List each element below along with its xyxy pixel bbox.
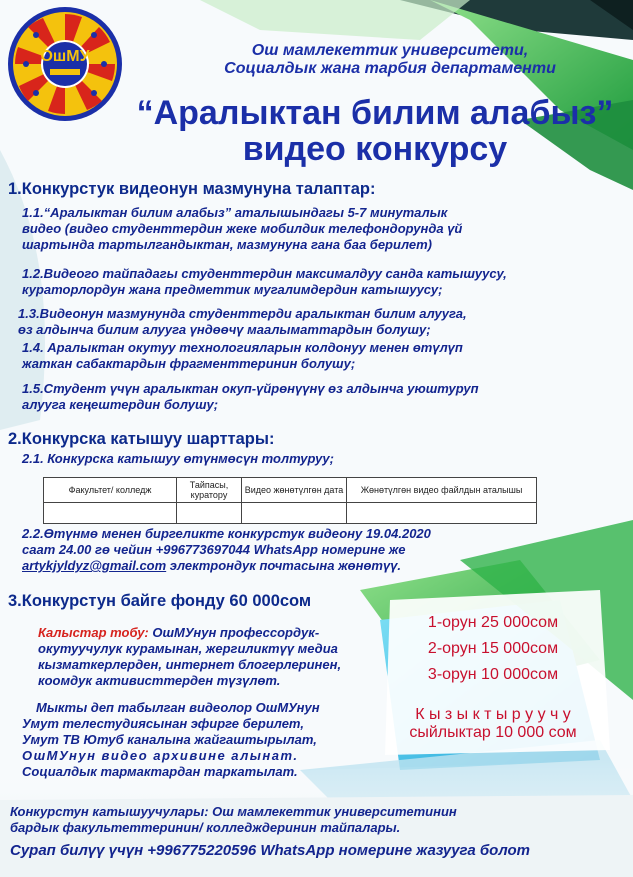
section1-item-3 [18, 306, 618, 338]
item-line: 2.2.Өтүнмө менен биргеликте конкурстук видеону 19.04.2020 [22, 526, 431, 541]
application-form-table [43, 477, 537, 524]
section1-item-4 [22, 340, 622, 372]
encouragement-line-1: К ы з ы к т ы р у у ч у [415, 706, 571, 723]
jury-text: кызматкерлерден, интернет блогерлеринен, [38, 657, 342, 672]
section1-item-5 [22, 381, 622, 413]
table-cell[interactable] [44, 503, 177, 524]
item-line: саат 24.00 гө чейин +996773697044 WhatsApp номерине же [22, 542, 406, 557]
contest-title-line-1: “Аралыктан билим алабыз” [136, 94, 614, 132]
jury-text: окутуучулук курамынан, жергиликтүү медиа [38, 641, 338, 656]
contact-info: Сурап билүү үчүн +996775220596 WhatsApp номерине жазууга болот [10, 842, 530, 859]
encouragement-prizes [388, 706, 598, 742]
jury-block [38, 625, 378, 689]
item-line: өз алдынча билим алууга үндөөчү маалыматтардын болушу; [18, 322, 431, 337]
table-cell[interactable] [347, 503, 537, 524]
item-line: 1.5.Студент үчүн аралыктан окуп-үйрөнүүнү өз алдынча уюштуруп [22, 381, 479, 396]
section2-item-2 [22, 526, 622, 574]
broadcast-line: Умут телестудиясынан эфирге берилет, [22, 716, 304, 731]
item-line: 1.2.Видеого тайпадагы студенттердин максималдуу санда катышуусу, [22, 266, 507, 281]
email-link[interactable]: artykjyldyz@gmail.com [22, 558, 167, 573]
org-line-1: Ош мамлекеттик университети, [251, 42, 529, 59]
jury-text: ОшМУнун профессордук- [148, 625, 320, 640]
participants-line: бардык факультеттеринин/ колледждеринин тайпалары. [10, 820, 401, 835]
item-line [22, 558, 622, 574]
broadcast-line: Мыкты деп табылган видеолор ОшМУнун [36, 700, 320, 715]
item-line: видео (видео студенттердин жеке мобилдик телефондорунда үй [22, 221, 463, 236]
encouragement-line-2: сыйлыктар 10 000 сом [409, 724, 577, 741]
section1-item-1 [22, 205, 622, 253]
table-header-cell: Тайпасы, куратору [177, 478, 242, 503]
prize-list [388, 614, 598, 684]
table-row [44, 503, 537, 524]
table-header-cell: Жөнөтүлгөн видео файлдын аталышы [347, 478, 537, 503]
contest-title-line-2: видео конкурсу [242, 130, 508, 168]
section1-heading: 1.Конкурстук видеонун мазмунуна талаптар: [8, 180, 376, 198]
org-line-2: Социалдык жана тарбия департаменти [224, 60, 556, 77]
item-line: 1.1.“Аралыктан билим алабыз” аталышындагы 5-7 минуталык [22, 205, 448, 220]
table-header-row [44, 478, 537, 503]
item-line: алууга кеңештердин болушу; [22, 397, 219, 412]
broadcast-block [22, 700, 362, 780]
section2-heading: 2.Конкурска катышуу шарттары: [8, 430, 275, 448]
jury-text: коомдук активисттерден түзүлөт. [38, 673, 281, 688]
item-line: жаткан сабактардын фрагменттеринин болушу; [22, 356, 356, 371]
prize-third: 3-орун 10 000сом [427, 666, 559, 683]
table-cell[interactable] [177, 503, 242, 524]
participants-info [10, 804, 550, 836]
item-line: 1.3.Видеонун мазмунунда студенттерди аралыктан билим алууга, [18, 306, 467, 321]
broadcast-line: ОшМУнун видео архивине алынат. [22, 748, 299, 763]
table-header-cell: Видео жөнөтүлгөн дата [242, 478, 347, 503]
broadcast-line: Социалдык тармактардан таркатылат. [22, 764, 298, 779]
broadcast-line: Умут ТВ Ютуб каналына жайгаштырылат, [22, 732, 317, 747]
table-header-cell: Факультет/ колледж [44, 478, 177, 503]
participants-line: Конкурстун катышуучулары: Ош мамлекеттик университетинин [10, 804, 457, 819]
item-line: шартында тартылгандыктан, мазмунуна гана баа берилет) [22, 237, 432, 252]
table-cell[interactable] [242, 503, 347, 524]
item-line-end: электрондук почтасына жөнөтүү. [166, 558, 402, 573]
item-line: кураторлордун жана предметтик мугалимдердин катышуусу; [22, 282, 443, 297]
section1-item-2 [22, 266, 622, 298]
section3-heading: 3.Конкурстун байге фонду 60 000сом [8, 592, 312, 610]
jury-label: Калыстар тобу: [38, 625, 149, 640]
organization-name [160, 42, 620, 78]
jury-line [38, 625, 378, 641]
prize-second: 2-орун 15 000сом [427, 640, 559, 657]
item-line: 1.4. Аралыктан окутуу технологияларын колдонуу менен өтүлүп [22, 340, 463, 355]
logo-text: ОшМУ [40, 48, 90, 65]
section2-item-1: 2.1. Конкурска катышуу өтүнмөсүн толтуруу; [22, 451, 334, 466]
prize-first: 1-орун 25 000сом [427, 614, 559, 631]
